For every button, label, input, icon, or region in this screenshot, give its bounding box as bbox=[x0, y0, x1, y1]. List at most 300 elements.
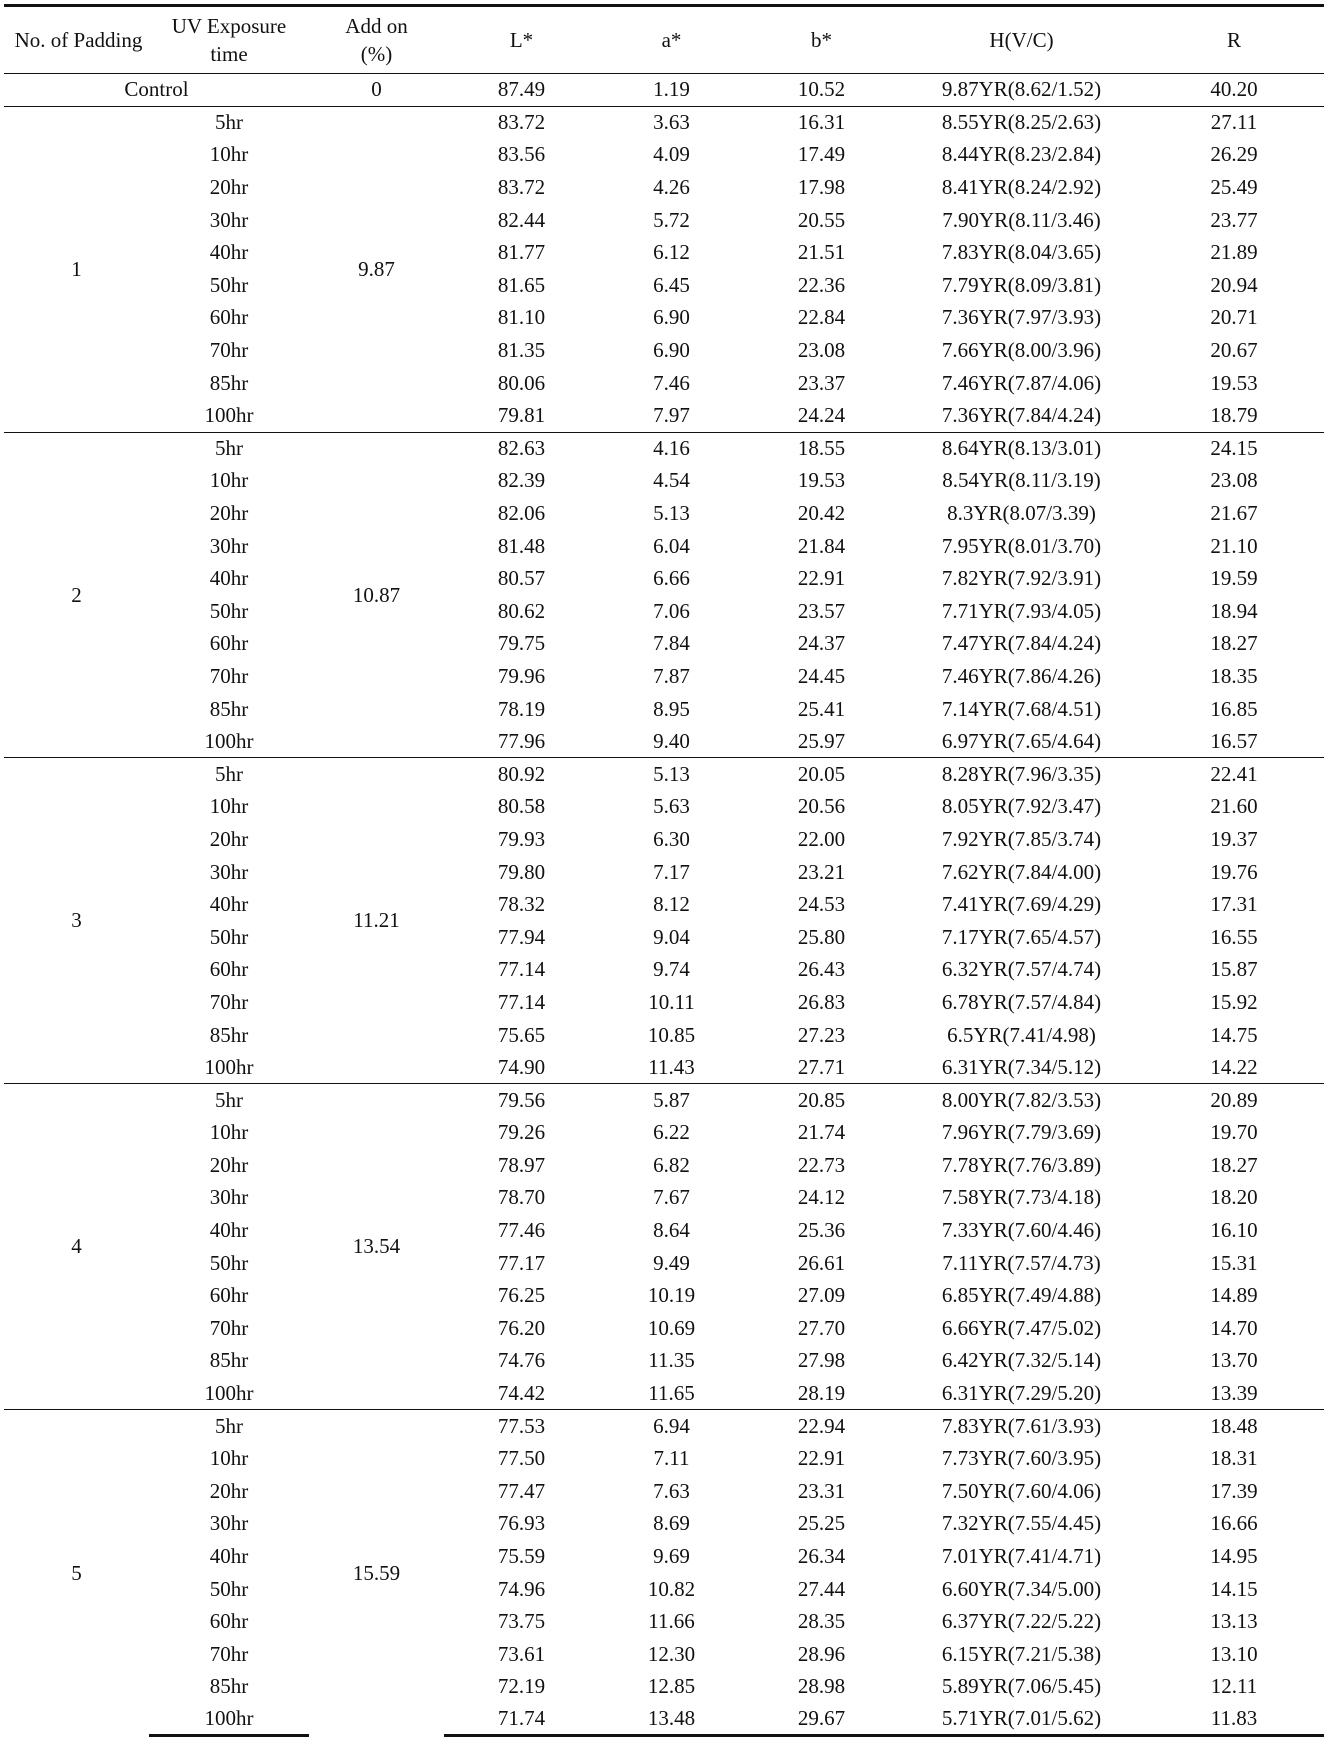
a-star: 6.66 bbox=[653, 566, 690, 591]
header-hue-value-chroma: H(V/C) bbox=[899, 6, 1144, 74]
padding-number: 5 bbox=[4, 1410, 149, 1736]
l-star: 74.90 bbox=[497, 1054, 546, 1079]
exposure-time: 50hr bbox=[209, 1576, 249, 1601]
l-star: 82.44 bbox=[497, 207, 546, 232]
exposure-time: 40hr bbox=[209, 1218, 249, 1243]
hue-value-chroma: 7.95YR(8.01/3.70) bbox=[941, 533, 1102, 558]
exposure-time: 20hr bbox=[209, 501, 249, 526]
hue-value-chroma: 7.33YR(7.60/4.46) bbox=[941, 1218, 1102, 1243]
exposure-time: 10hr bbox=[209, 1446, 249, 1471]
r: 16.85 bbox=[1210, 696, 1258, 721]
table-row bbox=[4, 986, 1324, 1019]
hue-value-chroma: 6.5YR(7.41/4.98) bbox=[947, 1022, 1096, 1047]
a-star: 4.26 bbox=[653, 175, 690, 200]
l-star: 79.75 bbox=[497, 631, 546, 656]
b-star: 22.94 bbox=[744, 1410, 899, 1443]
table-row bbox=[4, 1377, 1324, 1410]
padding-number: 4 bbox=[4, 1084, 149, 1410]
l-star: 77.14 bbox=[497, 957, 546, 982]
b-star: 22.91 bbox=[797, 1446, 846, 1471]
r: 25.49 bbox=[1210, 175, 1258, 200]
exposure-time: 70hr bbox=[209, 1315, 249, 1340]
hue-value-chroma: 6.66YR(7.47/5.02) bbox=[941, 1315, 1102, 1340]
table-row bbox=[4, 106, 1324, 139]
exposure-time: 50hr bbox=[209, 272, 249, 297]
table-row bbox=[4, 1475, 1324, 1508]
exposure-time: 100hr bbox=[204, 402, 254, 427]
r: 19.76 bbox=[1210, 859, 1258, 884]
b-star: 29.67 bbox=[744, 1703, 899, 1736]
hue-value-chroma: 7.50YR(7.60/4.06) bbox=[941, 1478, 1102, 1503]
r: 21.89 bbox=[1210, 240, 1258, 265]
l-star: 80.92 bbox=[444, 758, 599, 791]
r: 18.35 bbox=[1210, 663, 1258, 688]
exposure-time: 10hr bbox=[209, 794, 249, 819]
hue-value-chroma: 6.15YR(7.21/5.38) bbox=[941, 1641, 1102, 1666]
b-star: 26.83 bbox=[797, 989, 846, 1014]
exposure-time: 40hr bbox=[209, 240, 249, 265]
r: 13.70 bbox=[1210, 1348, 1258, 1373]
hue-value-chroma: 7.83YR(7.61/3.93) bbox=[899, 1410, 1144, 1443]
l-star: 82.06 bbox=[497, 501, 546, 526]
b-star: 24.12 bbox=[797, 1185, 846, 1210]
hue-value-chroma: 7.36YR(7.97/3.93) bbox=[941, 305, 1102, 330]
a-star: 3.63 bbox=[599, 106, 744, 139]
exposure-time: 85hr bbox=[209, 696, 249, 721]
b-star: 25.36 bbox=[797, 1218, 846, 1243]
table-row bbox=[4, 1247, 1324, 1280]
table-row bbox=[4, 171, 1324, 204]
add-on-percent: 13.54 bbox=[309, 1084, 444, 1410]
exposure-time: 40hr bbox=[209, 566, 249, 591]
exposure-time: 70hr bbox=[209, 663, 249, 688]
add-on-percent: 15.59 bbox=[309, 1410, 444, 1736]
table-row bbox=[4, 1671, 1324, 1704]
table-row bbox=[4, 921, 1324, 954]
exposure-time: 30hr bbox=[209, 533, 249, 558]
exposure-time: 10hr bbox=[209, 468, 249, 493]
control-l-star: 87.49 bbox=[444, 74, 599, 107]
r: 19.70 bbox=[1210, 1120, 1258, 1145]
l-star: 83.72 bbox=[444, 106, 599, 139]
r: 15.87 bbox=[1210, 957, 1258, 982]
a-star: 10.69 bbox=[647, 1315, 696, 1340]
table-row bbox=[4, 628, 1324, 661]
hue-value-chroma: 6.37YR(7.22/5.22) bbox=[941, 1609, 1102, 1634]
r: 18.20 bbox=[1210, 1185, 1258, 1210]
exposure-time: 100hr bbox=[149, 1703, 309, 1736]
exposure-time: 60hr bbox=[209, 631, 249, 656]
hue-value-chroma: 7.62YR(7.84/4.00) bbox=[941, 859, 1102, 884]
b-star: 26.34 bbox=[797, 1544, 846, 1569]
b-star: 27.70 bbox=[797, 1315, 846, 1340]
r: 16.55 bbox=[1210, 924, 1258, 949]
r: 20.94 bbox=[1210, 272, 1258, 297]
hue-value-chroma: 8.00YR(7.82/3.53) bbox=[899, 1084, 1144, 1117]
table-row bbox=[4, 1182, 1324, 1215]
table-row bbox=[4, 725, 1324, 758]
table-row bbox=[4, 139, 1324, 172]
l-star: 73.75 bbox=[497, 1609, 546, 1634]
hue-value-chroma: 7.01YR(7.41/4.71) bbox=[941, 1544, 1102, 1569]
hue-value-chroma: 7.78YR(7.76/3.89) bbox=[941, 1152, 1102, 1177]
l-star: 77.46 bbox=[497, 1218, 546, 1243]
control-a-star: 1.19 bbox=[599, 74, 744, 107]
table-row bbox=[4, 1345, 1324, 1378]
b-star: 22.84 bbox=[797, 305, 846, 330]
b-star: 21.51 bbox=[797, 240, 846, 265]
l-star: 81.10 bbox=[497, 305, 546, 330]
a-star: 5.63 bbox=[653, 794, 690, 819]
table-row bbox=[4, 1442, 1324, 1475]
exposure-time: 100hr bbox=[204, 728, 254, 753]
control-add-on: 0 bbox=[309, 74, 444, 107]
a-star: 12.30 bbox=[647, 1641, 696, 1666]
hue-value-chroma: 8.3YR(8.07/3.39) bbox=[947, 501, 1096, 526]
exposure-time: 40hr bbox=[209, 892, 249, 917]
hue-value-chroma: 7.82YR(7.92/3.91) bbox=[941, 566, 1102, 591]
a-star: 6.82 bbox=[653, 1152, 690, 1177]
table-row bbox=[4, 269, 1324, 302]
r: 18.27 bbox=[1210, 631, 1258, 656]
b-star: 20.56 bbox=[797, 794, 846, 819]
hue-value-chroma: 8.54YR(8.11/3.19) bbox=[942, 468, 1101, 493]
l-star: 81.35 bbox=[497, 338, 546, 363]
table-row bbox=[4, 1605, 1324, 1638]
l-star: 75.65 bbox=[497, 1022, 546, 1047]
b-star: 22.36 bbox=[797, 272, 846, 297]
hue-value-chroma: 8.44YR(8.23/2.84) bbox=[941, 142, 1102, 167]
table-row bbox=[4, 1703, 1324, 1736]
add-on-percent: 11.21 bbox=[309, 758, 444, 1084]
a-star: 10.82 bbox=[647, 1576, 696, 1601]
r: 19.59 bbox=[1210, 566, 1258, 591]
l-star: 74.96 bbox=[497, 1576, 546, 1601]
header-padding: No. of Padding bbox=[4, 6, 149, 74]
colorimetric-data-table bbox=[4, 4, 1324, 1737]
a-star: 12.85 bbox=[647, 1674, 696, 1699]
r: 15.92 bbox=[1210, 989, 1258, 1014]
table-row bbox=[4, 302, 1324, 335]
l-star: 77.14 bbox=[497, 989, 546, 1014]
b-star: 26.61 bbox=[797, 1250, 846, 1275]
table-row bbox=[4, 1117, 1324, 1150]
a-star: 5.87 bbox=[599, 1084, 744, 1117]
header-l-star: L* bbox=[444, 6, 599, 74]
a-star: 9.69 bbox=[653, 1544, 690, 1569]
b-star: 27.71 bbox=[797, 1054, 846, 1079]
a-star: 7.84 bbox=[653, 631, 690, 656]
exposure-time: 60hr bbox=[209, 305, 249, 330]
r: 16.57 bbox=[1210, 728, 1258, 753]
b-star: 28.19 bbox=[797, 1380, 846, 1405]
a-star: 6.90 bbox=[653, 338, 690, 363]
exposure-time: 20hr bbox=[209, 175, 249, 200]
hue-value-chroma: 5.89YR(7.06/5.45) bbox=[941, 1674, 1102, 1699]
l-star: 77.17 bbox=[497, 1250, 546, 1275]
header-r: R bbox=[1144, 6, 1324, 74]
b-star: 19.53 bbox=[797, 468, 846, 493]
hue-value-chroma: 5.71YR(7.01/5.62) bbox=[899, 1703, 1144, 1736]
b-star: 24.45 bbox=[797, 663, 846, 688]
padding-number: 2 bbox=[4, 432, 149, 758]
table-row bbox=[4, 595, 1324, 628]
b-star: 22.00 bbox=[797, 826, 846, 851]
l-star: 74.76 bbox=[497, 1348, 546, 1373]
r: 23.08 bbox=[1210, 468, 1258, 493]
a-star: 9.04 bbox=[653, 924, 690, 949]
b-star: 26.43 bbox=[797, 957, 846, 982]
table-row bbox=[4, 1051, 1324, 1084]
control-b-star: 10.52 bbox=[744, 74, 899, 107]
table-row bbox=[4, 432, 1324, 465]
exposure-time: 50hr bbox=[209, 1250, 249, 1275]
hue-value-chroma: 7.96YR(7.79/3.69) bbox=[941, 1120, 1102, 1145]
exposure-time: 100hr bbox=[204, 1054, 254, 1079]
l-star: 77.94 bbox=[497, 924, 546, 949]
hue-value-chroma: 7.46YR(7.87/4.06) bbox=[941, 370, 1102, 395]
exposure-time: 70hr bbox=[209, 989, 249, 1014]
l-star: 79.81 bbox=[497, 402, 546, 427]
table-row bbox=[4, 1508, 1324, 1541]
r: 19.53 bbox=[1210, 370, 1258, 395]
b-star: 16.31 bbox=[744, 106, 899, 139]
exposure-time: 85hr bbox=[209, 1348, 249, 1373]
l-star: 78.70 bbox=[497, 1185, 546, 1210]
a-star: 5.72 bbox=[653, 207, 690, 232]
control-r: 40.20 bbox=[1144, 74, 1324, 107]
exposure-time: 30hr bbox=[209, 207, 249, 232]
exposure-time: 30hr bbox=[209, 859, 249, 884]
exposure-time: 70hr bbox=[209, 1641, 249, 1666]
add-on-percent: 9.87 bbox=[309, 106, 444, 432]
r: 20.89 bbox=[1144, 1084, 1324, 1117]
r: 15.31 bbox=[1210, 1250, 1258, 1275]
r: 16.66 bbox=[1210, 1511, 1258, 1536]
exposure-time: 60hr bbox=[209, 1283, 249, 1308]
l-star: 81.65 bbox=[497, 272, 546, 297]
b-star: 27.44 bbox=[797, 1576, 846, 1601]
table-row bbox=[4, 465, 1324, 498]
a-star: 8.12 bbox=[653, 892, 690, 917]
table-row bbox=[4, 954, 1324, 987]
table-row bbox=[4, 1410, 1324, 1443]
b-star: 23.08 bbox=[797, 338, 846, 363]
r: 20.71 bbox=[1210, 305, 1258, 330]
b-star: 21.84 bbox=[797, 533, 846, 558]
r: 11.83 bbox=[1144, 1703, 1324, 1736]
b-star: 23.57 bbox=[797, 598, 846, 623]
a-star: 11.35 bbox=[648, 1348, 695, 1373]
exposure-time: 10hr bbox=[209, 142, 249, 167]
control-row bbox=[4, 74, 1324, 107]
b-star: 22.73 bbox=[797, 1152, 846, 1177]
hue-value-chroma: 8.28YR(7.96/3.35) bbox=[899, 758, 1144, 791]
l-star: 78.19 bbox=[497, 696, 546, 721]
a-star: 6.94 bbox=[599, 1410, 744, 1443]
hue-value-chroma: 7.47YR(7.84/4.24) bbox=[941, 631, 1102, 656]
table-row bbox=[4, 1149, 1324, 1182]
table-row bbox=[4, 1019, 1324, 1052]
r: 21.10 bbox=[1210, 533, 1258, 558]
hue-value-chroma: 7.41YR(7.69/4.29) bbox=[941, 892, 1102, 917]
l-star: 77.47 bbox=[497, 1478, 546, 1503]
l-star: 76.25 bbox=[497, 1283, 546, 1308]
hue-value-chroma: 6.60YR(7.34/5.00) bbox=[941, 1576, 1102, 1601]
exposure-time: 70hr bbox=[209, 338, 249, 363]
table-row bbox=[4, 497, 1324, 530]
hue-value-chroma: 7.36YR(7.84/4.24) bbox=[941, 402, 1102, 427]
r: 12.11 bbox=[1210, 1674, 1258, 1699]
header-addon-line1: Add on bbox=[345, 14, 408, 38]
l-star: 80.58 bbox=[497, 794, 546, 819]
b-star: 18.55 bbox=[744, 432, 899, 465]
l-star: 79.26 bbox=[497, 1120, 546, 1145]
table-row bbox=[4, 1084, 1324, 1117]
b-star: 24.24 bbox=[797, 402, 846, 427]
r: 14.22 bbox=[1210, 1054, 1258, 1079]
hue-value-chroma: 7.32YR(7.55/4.45) bbox=[941, 1511, 1102, 1536]
l-star: 78.32 bbox=[497, 892, 546, 917]
hue-value-chroma: 8.41YR(8.24/2.92) bbox=[941, 175, 1102, 200]
hue-value-chroma: 6.97YR(7.65/4.64) bbox=[941, 728, 1102, 753]
exposure-time: 5hr bbox=[149, 1084, 309, 1117]
r: 18.31 bbox=[1210, 1446, 1258, 1471]
exposure-time: 60hr bbox=[209, 1609, 249, 1634]
exposure-time: 5hr bbox=[149, 758, 309, 791]
r: 14.95 bbox=[1210, 1544, 1258, 1569]
b-star: 25.80 bbox=[797, 924, 846, 949]
table-row bbox=[4, 530, 1324, 563]
a-star: 6.30 bbox=[653, 826, 690, 851]
table-row bbox=[4, 562, 1324, 595]
hue-value-chroma: 7.71YR(7.93/4.05) bbox=[941, 598, 1102, 623]
table-row bbox=[4, 236, 1324, 269]
l-star: 76.93 bbox=[497, 1511, 546, 1536]
hue-value-chroma: 6.31YR(7.29/5.20) bbox=[941, 1380, 1102, 1405]
l-star: 79.80 bbox=[497, 859, 546, 884]
b-star: 20.42 bbox=[797, 501, 846, 526]
table-row bbox=[4, 791, 1324, 824]
a-star: 4.16 bbox=[599, 432, 744, 465]
l-star: 77.50 bbox=[497, 1446, 546, 1471]
table-row bbox=[4, 856, 1324, 889]
table-row bbox=[4, 399, 1324, 432]
l-star: 81.77 bbox=[497, 240, 546, 265]
a-star: 5.13 bbox=[599, 758, 744, 791]
b-star: 24.53 bbox=[797, 892, 846, 917]
b-star: 20.55 bbox=[797, 207, 846, 232]
table-row bbox=[4, 1573, 1324, 1606]
b-star: 28.96 bbox=[797, 1641, 846, 1666]
b-star: 22.91 bbox=[797, 566, 846, 591]
exposure-time: 85hr bbox=[209, 1674, 249, 1699]
l-star: 82.63 bbox=[444, 432, 599, 465]
a-star: 10.11 bbox=[648, 989, 695, 1014]
table-row bbox=[4, 204, 1324, 237]
r: 18.48 bbox=[1144, 1410, 1324, 1443]
l-star: 80.57 bbox=[497, 566, 546, 591]
table-row bbox=[4, 334, 1324, 367]
l-star: 83.72 bbox=[497, 175, 546, 200]
a-star: 4.09 bbox=[653, 142, 690, 167]
r: 14.15 bbox=[1210, 1576, 1258, 1601]
r: 16.10 bbox=[1210, 1218, 1258, 1243]
table-row bbox=[4, 1279, 1324, 1312]
header-uv-exposure-time bbox=[149, 6, 309, 74]
r: 21.67 bbox=[1210, 501, 1258, 526]
l-star: 74.42 bbox=[497, 1380, 546, 1405]
hue-value-chroma: 7.14YR(7.68/4.51) bbox=[941, 696, 1102, 721]
exposure-time: 50hr bbox=[209, 924, 249, 949]
table-row bbox=[4, 1214, 1324, 1247]
l-star: 82.39 bbox=[497, 468, 546, 493]
table-row bbox=[4, 660, 1324, 693]
r: 13.10 bbox=[1210, 1641, 1258, 1666]
r: 21.60 bbox=[1210, 794, 1258, 819]
b-star: 25.25 bbox=[797, 1511, 846, 1536]
r: 13.13 bbox=[1210, 1609, 1258, 1634]
b-star: 27.09 bbox=[797, 1283, 846, 1308]
table-row bbox=[4, 823, 1324, 856]
padding-number: 3 bbox=[4, 758, 149, 1084]
l-star: 79.93 bbox=[497, 826, 546, 851]
a-star: 6.12 bbox=[653, 240, 690, 265]
a-star: 5.13 bbox=[653, 501, 690, 526]
control-label: Control bbox=[4, 74, 309, 107]
header-b-star: b* bbox=[744, 6, 899, 74]
hue-value-chroma: 7.46YR(7.86/4.26) bbox=[941, 663, 1102, 688]
hue-value-chroma: 7.73YR(7.60/3.95) bbox=[941, 1446, 1102, 1471]
hue-value-chroma: 7.92YR(7.85/3.74) bbox=[941, 826, 1102, 851]
header-addon-line2: (%) bbox=[360, 42, 393, 66]
a-star: 9.49 bbox=[653, 1250, 690, 1275]
b-star: 28.35 bbox=[797, 1609, 846, 1634]
r: 27.11 bbox=[1144, 106, 1324, 139]
exposure-time: 20hr bbox=[209, 1152, 249, 1177]
exposure-time: 50hr bbox=[209, 598, 249, 623]
r: 18.94 bbox=[1210, 598, 1258, 623]
a-star: 10.85 bbox=[647, 1022, 696, 1047]
table-row bbox=[4, 1312, 1324, 1345]
exposure-time: 20hr bbox=[209, 1478, 249, 1503]
r: 17.39 bbox=[1210, 1478, 1258, 1503]
l-star: 80.06 bbox=[497, 370, 546, 395]
hue-value-chroma: 7.17YR(7.65/4.57) bbox=[941, 924, 1102, 949]
hue-value-chroma: 7.58YR(7.73/4.18) bbox=[941, 1185, 1102, 1210]
hue-value-chroma: 6.32YR(7.57/4.74) bbox=[941, 957, 1102, 982]
l-star: 77.53 bbox=[444, 1410, 599, 1443]
a-star: 8.95 bbox=[653, 696, 690, 721]
r: 14.75 bbox=[1210, 1022, 1258, 1047]
hue-value-chroma: 7.79YR(8.09/3.81) bbox=[941, 272, 1102, 297]
l-star: 79.96 bbox=[497, 663, 546, 688]
exposure-time: 100hr bbox=[204, 1380, 254, 1405]
r: 13.39 bbox=[1210, 1380, 1258, 1405]
exposure-time: 30hr bbox=[209, 1185, 249, 1210]
l-star: 73.61 bbox=[497, 1641, 546, 1666]
a-star: 7.67 bbox=[653, 1185, 690, 1210]
hue-value-chroma: 8.64YR(8.13/3.01) bbox=[899, 432, 1144, 465]
a-star: 13.48 bbox=[599, 1703, 744, 1736]
exposure-time: 20hr bbox=[209, 826, 249, 851]
r: 24.15 bbox=[1144, 432, 1324, 465]
r: 18.79 bbox=[1210, 402, 1258, 427]
b-star: 21.74 bbox=[797, 1120, 846, 1145]
hue-value-chroma: 6.31YR(7.34/5.12) bbox=[941, 1054, 1102, 1079]
r: 14.89 bbox=[1210, 1283, 1258, 1308]
b-star: 25.97 bbox=[797, 728, 846, 753]
